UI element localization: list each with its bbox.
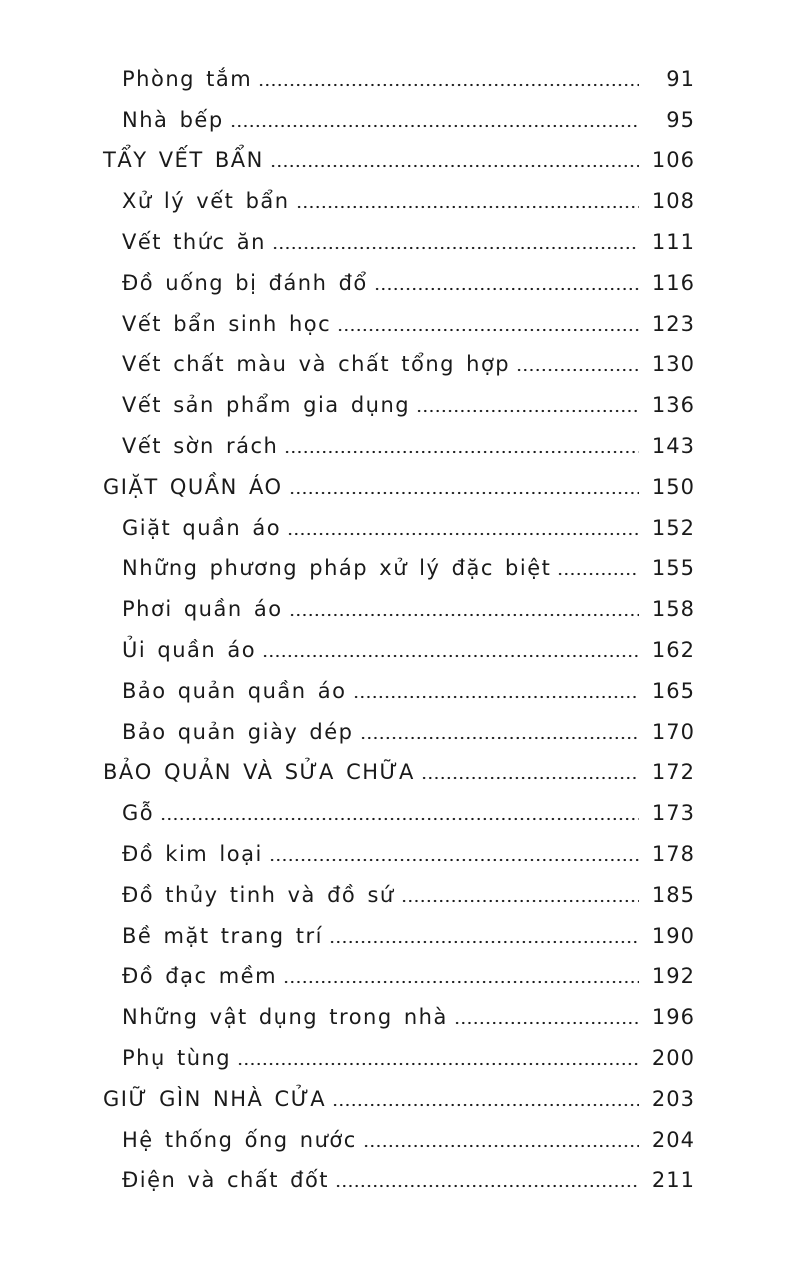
- toc-entry-row: [0, 1157, 800, 1198]
- dot-leader: [272, 246, 639, 250]
- dot-leader: [258, 83, 639, 87]
- toc-page-number: 211: [651, 1168, 695, 1193]
- toc-entry-row: [0, 218, 800, 259]
- dot-leader: [454, 1021, 639, 1025]
- dot-leader: [296, 205, 639, 209]
- toc-entry-title: Đồ thủy tinh và đồ sứ: [122, 882, 395, 907]
- toc-entry-row: [0, 341, 800, 382]
- toc-section-row: [0, 1075, 800, 1116]
- dot-leader: [516, 368, 639, 372]
- toc-entry-row: [0, 96, 800, 137]
- toc-entry-title: Vết thức ăn: [122, 229, 266, 254]
- toc-entry-row: [0, 667, 800, 708]
- toc-section-title: TẨY VẾT BẨN: [103, 148, 264, 173]
- toc-section-title: BẢO QUẢN VÀ SỬA CHỮA: [103, 760, 415, 785]
- dot-leader: [335, 1184, 639, 1188]
- toc-entry-title: Phòng tắm: [122, 66, 253, 91]
- toc-entry-row: [0, 422, 800, 463]
- toc-entry-title: Điện và chất đốt: [122, 1168, 330, 1193]
- table-of-contents: [0, 55, 800, 1197]
- toc-entry-title: Vết chất màu và chất tổng hợp: [122, 352, 511, 377]
- toc-page-number: 203: [651, 1086, 695, 1111]
- toc-entry-row: [0, 177, 800, 218]
- toc-entry-title: Phụ tùng: [122, 1045, 232, 1070]
- toc-entry-row: [0, 545, 800, 586]
- toc-entry-title: Vết bẩn sinh học: [122, 311, 332, 336]
- toc-section-row: [0, 749, 800, 790]
- dot-leader: [283, 980, 639, 984]
- dot-leader: [416, 409, 639, 413]
- toc-entry-row: [0, 830, 800, 871]
- toc-page-number: 170: [651, 719, 695, 744]
- toc-entry-row: [0, 993, 800, 1034]
- toc-entry-title: Phơi quần áo: [122, 597, 283, 622]
- toc-page-number: 91: [666, 66, 695, 91]
- toc-page-number: 150: [651, 474, 695, 499]
- toc-page-number: 162: [651, 637, 695, 662]
- toc-entry-title: Đồ kim loại: [122, 841, 263, 866]
- dot-leader: [237, 1062, 639, 1066]
- toc-entry-row: [0, 1034, 800, 1075]
- toc-page-number: 95: [666, 107, 695, 132]
- toc-entry-row: [0, 1116, 800, 1157]
- toc-entry-title: Bảo quản giày dép: [122, 719, 354, 744]
- toc-page-number: 192: [651, 964, 695, 989]
- toc-page-number: 185: [651, 882, 695, 907]
- toc-entry-title: Đồ đạc mềm: [122, 964, 278, 989]
- toc-entry-row: [0, 708, 800, 749]
- dot-leader: [401, 899, 639, 903]
- toc-entry-row: [0, 55, 800, 96]
- dot-leader: [262, 654, 639, 658]
- toc-entry-title: Nhà bếp: [122, 107, 224, 132]
- dot-leader: [360, 736, 639, 740]
- toc-page-number: 165: [651, 678, 695, 703]
- toc-entry-row: [0, 504, 800, 545]
- toc-page-number: 204: [651, 1127, 695, 1152]
- toc-entry-row: [0, 381, 800, 422]
- toc-entry-row: [0, 871, 800, 912]
- dot-leader: [284, 450, 639, 454]
- toc-page-number: 158: [651, 597, 695, 622]
- toc-section-title: GIỮ GÌN NHÀ CỬA: [103, 1086, 327, 1111]
- toc-page-number: 155: [651, 556, 695, 581]
- toc-entry-title: Ủi quần áo: [122, 637, 257, 662]
- dot-leader: [557, 572, 639, 576]
- dot-leader: [337, 328, 639, 332]
- toc-entry-row: [0, 585, 800, 626]
- toc-section-row: [0, 463, 800, 504]
- toc-entry-title: Đồ uống bị đánh đổ: [122, 270, 368, 295]
- toc-entry-title: Gỗ: [122, 801, 155, 826]
- toc-page-number: 178: [651, 841, 695, 866]
- toc-entry-row: [0, 300, 800, 341]
- dot-leader: [230, 124, 639, 128]
- toc-page-number: 111: [651, 229, 695, 254]
- toc-entry-title: Những vật dụng trong nhà: [122, 1005, 448, 1030]
- dot-leader: [287, 532, 639, 536]
- toc-page-number: 136: [651, 393, 695, 418]
- dot-leader: [329, 940, 639, 944]
- toc-page-number: 123: [651, 311, 695, 336]
- dot-leader: [332, 1103, 639, 1107]
- toc-page-number: 152: [651, 515, 695, 540]
- dot-leader: [270, 164, 639, 168]
- toc-entry-title: Giặt quần áo: [122, 515, 282, 540]
- toc-page-number: 130: [651, 352, 695, 377]
- toc-entry-title: Những phương pháp xử lý đặc biệt: [122, 556, 552, 581]
- dot-leader: [160, 817, 639, 821]
- toc-page-number: 108: [651, 189, 695, 214]
- toc-entry-title: Bề mặt trang trí: [122, 923, 323, 948]
- toc-entry-title: Bảo quản quần áo: [122, 678, 347, 703]
- toc-entry-row: [0, 953, 800, 994]
- toc-page-number: 106: [651, 148, 695, 173]
- dot-leader: [374, 287, 639, 291]
- toc-entry-row: [0, 912, 800, 953]
- dot-leader: [421, 776, 639, 780]
- toc-entry-title: Vết sản phẩm gia dụng: [122, 393, 411, 418]
- dot-leader: [353, 695, 639, 699]
- toc-section-row: [0, 137, 800, 178]
- toc-entry-row: [0, 626, 800, 667]
- toc-section-title: GIẶT QUẦN ÁO: [103, 474, 283, 499]
- toc-page-number: 173: [651, 801, 695, 826]
- toc-entry-row: [0, 259, 800, 300]
- toc-entry-title: Hệ thống ống nước: [122, 1127, 357, 1152]
- toc-page-number: 190: [651, 923, 695, 948]
- toc-page-number: 196: [651, 1005, 695, 1030]
- toc-page-number: 143: [651, 433, 695, 458]
- dot-leader: [363, 1144, 639, 1148]
- toc-entry-title: Xử lý vết bẩn: [122, 189, 290, 214]
- toc-page-number: 172: [651, 760, 695, 785]
- dot-leader: [289, 613, 639, 617]
- toc-page-number: 116: [651, 270, 695, 295]
- dot-leader: [289, 491, 639, 495]
- dot-leader: [269, 858, 639, 862]
- toc-entry-title: Vết sờn rách: [122, 433, 279, 458]
- toc-entry-row: [0, 789, 800, 830]
- toc-page-number: 200: [651, 1045, 695, 1070]
